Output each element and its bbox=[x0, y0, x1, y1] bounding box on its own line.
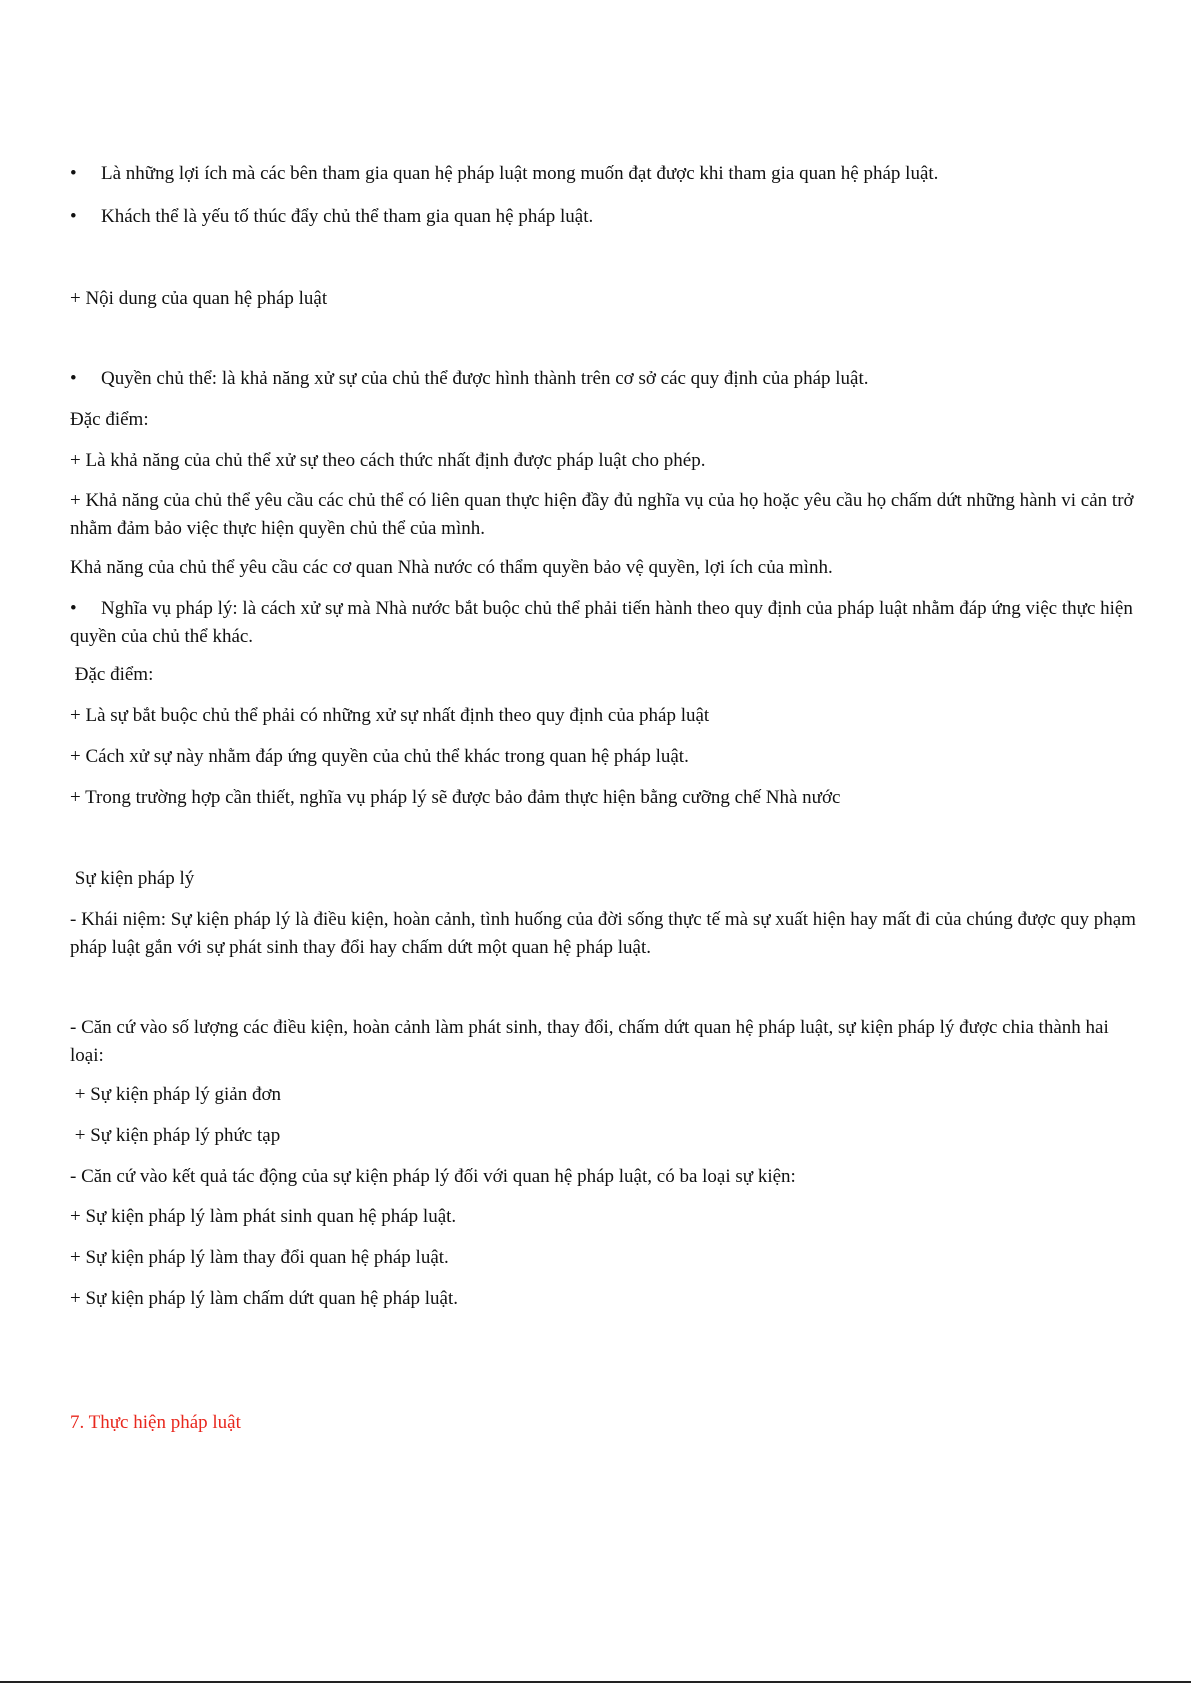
ket-qua-item-1: + Sự kiện pháp lý làm phát sinh quan hệ pháp luật. bbox=[70, 1206, 457, 1227]
ket-qua-item-2: + Sự kiện pháp lý làm thay đổi quan hệ pháp luật. bbox=[70, 1247, 449, 1268]
page-bottom-rule bbox=[0, 1681, 1191, 1683]
nghia-vu-item-2: + Cách xử sự này nhằm đáp ứng quyền của chủ thể khác trong quan hệ pháp luật. bbox=[70, 746, 689, 767]
gian-don-item: + Sự kiện pháp lý giản đơn bbox=[70, 1084, 282, 1105]
section-7-heading: 7. Thực hiện pháp luật bbox=[70, 1412, 241, 1433]
noi-dung-heading: + Nội dung của quan hệ pháp luật bbox=[70, 288, 328, 309]
quyen-item-3: Khả năng của chủ thể yêu cầu các cơ quan Nhà nước có thẩm quyền bảo vệ quyền, lợi ích của mình. bbox=[70, 557, 833, 578]
quyen-item-2: + Khả năng của chủ thể yêu cầu các chủ thể có liên quan thực hiện đầy đủ nghĩa vụ của họ hoặc yêu cầu họ chấm dứt những hành vi cản trở nhằm đảm bảo việc thực hiện quyền chủ thể của mình. bbox=[70, 490, 1134, 539]
nghia-vu-item-3: + Trong trường hợp cần thiết, nghĩa vụ pháp lý sẽ được bảo đảm thực hiện bằng cưỡng chế Nhà nước bbox=[70, 787, 841, 808]
can-cu-1-paragraph: - Căn cứ vào số lượng các điều kiện, hoàn cảnh làm phát sinh, thay đổi, chấm dứt quan hệ pháp luật, sự kiện pháp lý được chia thành hai loại: bbox=[70, 1017, 1109, 1066]
bullet-marker: • bbox=[70, 163, 77, 184]
nghia-vu-text: Nghĩa vụ pháp lý: là cách xử sự mà Nhà nước bắt buộc chủ thể phải tiến hành theo quy định của pháp luật nhằm đáp ứng việc thực hiện quyền của chủ thể khác. bbox=[70, 598, 1133, 647]
quyen-chu-the-bullet: Quyền chủ thể: là khả năng xử sự của chủ thể được hình thành trên cơ sở các quy định của pháp luật. bbox=[101, 368, 869, 389]
nghia-vu-item-1: + Là sự bắt buộc chủ thể phải có những xử sự nhất định theo quy định của pháp luật bbox=[70, 705, 710, 726]
ket-qua-item-3: + Sự kiện pháp lý làm chấm dứt quan hệ pháp luật. bbox=[70, 1288, 459, 1309]
can-cu-2-paragraph: - Căn cứ vào kết quả tác động của sự kiện pháp lý đối với quan hệ pháp luật, có ba loại sự kiện: bbox=[70, 1166, 796, 1187]
bullet-marker: • bbox=[70, 206, 77, 227]
dac-diem-label: Đặc điểm: bbox=[70, 664, 154, 685]
khach-the-bullet-2: Khách thể là yếu tố thúc đẩy chủ thể tham gia quan hệ pháp luật. bbox=[101, 206, 594, 227]
khach-the-bullet-1: Là những lợi ích mà các bên tham gia quan hệ pháp luật mong muốn đạt được khi tham gia quan hệ pháp luật. bbox=[101, 163, 939, 184]
phuc-tap-item: + Sự kiện pháp lý phức tạp bbox=[70, 1125, 281, 1146]
nghia-vu-bullet bbox=[70, 595, 1140, 651]
bullet-marker: • bbox=[70, 368, 77, 389]
su-kien-heading: Sự kiện pháp lý bbox=[70, 868, 195, 889]
khai-niem-paragraph: - Khái niệm: Sự kiện pháp lý là điều kiện, hoàn cảnh, tình huống của đời sống thực tế mà sự xuất hiện hay mất đi của chúng được quy phạm pháp luật gắn với sự phát sinh thay đổi hay chấm dứt một quan hệ pháp luật. bbox=[70, 909, 1136, 958]
bullet-marker: • bbox=[70, 598, 77, 619]
quyen-item-1: + Là khả năng của chủ thể xử sự theo cách thức nhất định được pháp luật cho phép. bbox=[70, 450, 706, 471]
dac-diem-label: Đặc điểm: bbox=[70, 409, 149, 430]
